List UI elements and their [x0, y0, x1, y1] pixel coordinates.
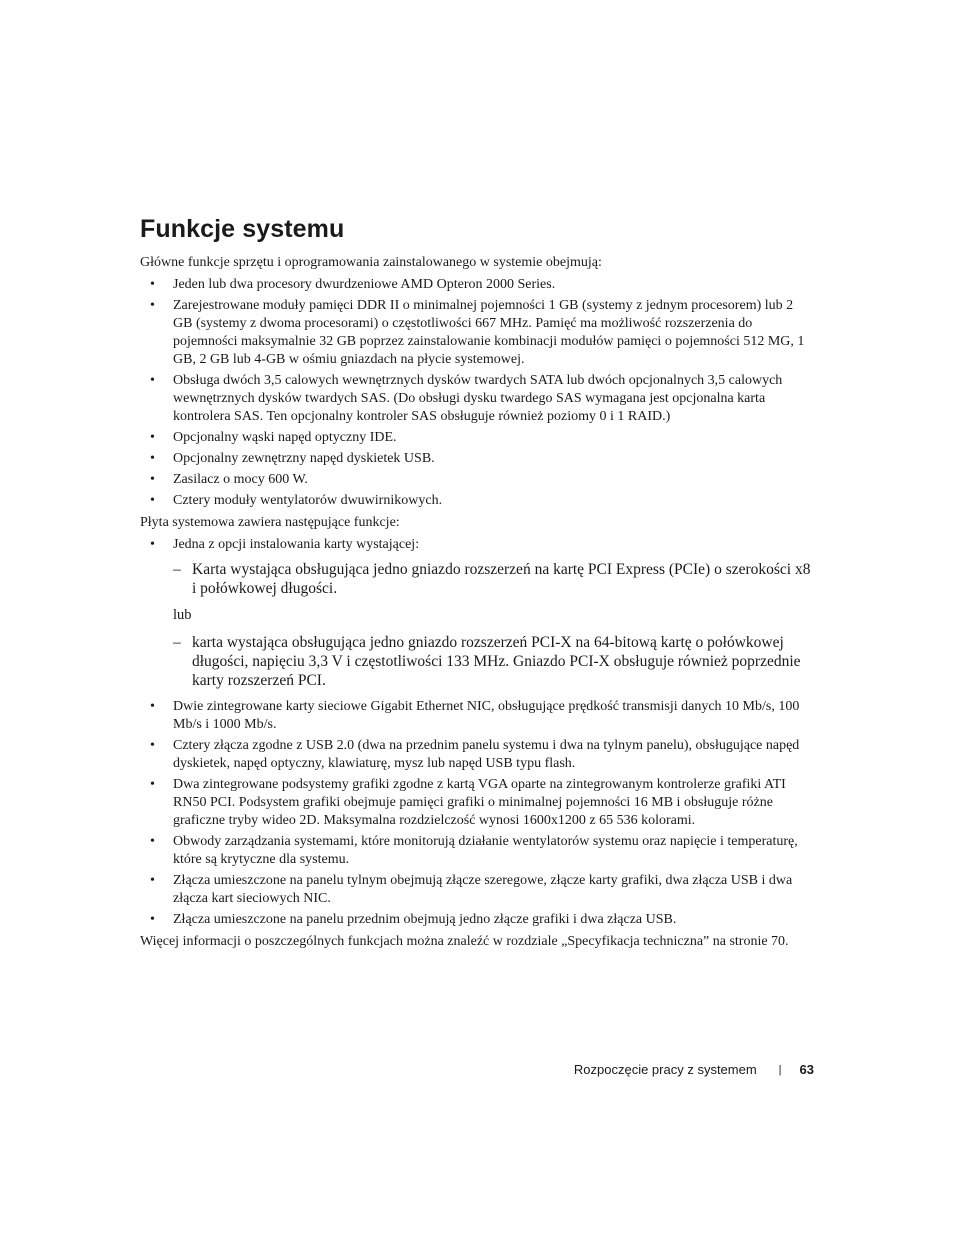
page-title: Funkcje systemu — [140, 215, 345, 243]
list-item-text: Złącza umieszczone na panelu przednim obejmują jedno złącze grafiki i dwa złącza USB. — [173, 912, 677, 927]
bullet-icon: • — [150, 373, 155, 388]
dash-icon: – — [173, 561, 181, 578]
bullet-icon: • — [150, 699, 155, 714]
riser-options — [173, 560, 815, 690]
list-item-text: Jedna z opcji instalowania karty wystającej: — [173, 537, 420, 552]
page-number: 63 — [799, 1062, 814, 1077]
intro-paragraph: Główne funkcje sprzętu i oprogramowania zainstalowanego w systemie obejmują: — [140, 255, 602, 270]
riser-option-pcix — [173, 633, 815, 690]
list-item-text: Opcjonalny zewnętrzny napęd dyskietek USB. — [173, 451, 435, 466]
list-item — [140, 698, 815, 734]
footer-section-title: Rozpoczęcie pracy z systemem — [573, 1062, 757, 1077]
board-features-list — [140, 536, 815, 929]
bullet-icon: • — [150, 738, 155, 753]
list-item — [140, 372, 815, 426]
list-item — [140, 492, 815, 510]
or-separator: lub — [173, 607, 192, 623]
list-item — [140, 737, 815, 773]
page-footer — [574, 1062, 814, 1077]
list-item-text: Cztery złącza zgodne z USB 2.0 (dwa na przednim panelu systemu i dwa na tylnym panelu), obsługujące napęd dyskietek, napęd optyczny, klawiaturę, mysz lub napęd USB typu flash. — [173, 738, 800, 771]
bullet-icon: • — [150, 873, 155, 888]
board-intro-paragraph: Płyta systemowa zawiera następujące funkcje: — [140, 515, 400, 530]
bullet-icon: • — [150, 912, 155, 927]
list-item — [140, 471, 815, 489]
bullet-icon: • — [150, 834, 155, 849]
list-item-text: Opcjonalny wąski napęd optyczny IDE. — [173, 430, 397, 445]
closing-paragraph: Więcej informacji o poszczególnych funkcjach można znaleźć w rozdziale „Specyfikacja techniczna” na stronie 70. — [140, 934, 789, 949]
page-content — [140, 214, 815, 955]
list-item — [140, 429, 815, 447]
list-item-text: Dwie zintegrowane karty sieciowe Gigabit Ethernet NIC, obsługujące prędkość transmisji danych 10 Mb/s, 100 Mb/s i 1000 Mb/s. — [173, 699, 800, 732]
list-item — [140, 276, 815, 294]
list-item-text: Jeden lub dwa procesory dwurdzeniowe AMD Opteron 2000 Series. — [173, 277, 556, 292]
system-features-list — [140, 276, 815, 510]
bullet-icon: • — [150, 430, 155, 445]
list-item-text: Złącza umieszczone na panelu tylnym obejmują złącze szeregowe, złącze karty grafiki, dwa złącza USB i dwa złącza kart sieciowych NIC. — [173, 873, 793, 906]
bullet-icon: • — [150, 298, 155, 313]
list-item — [140, 833, 815, 869]
list-item-text: Zarejestrowane moduły pamięci DDR II o minimalnej pojemności 1 GB (systemy z jednym procesorem) lub 2 GB (systemy z dwoma procesorami) o częstotliwości 667 MHz. Pamięć ma możliwość rozszerzenia do pojemności maksymalnie 32 GB poprzez zainstalowanie kombinacji modułów pamięci o pojemności 512 MG, 1 GB, 2 GB lub 4-GB w ośmiu gniazdach na płycie systemowej. — [173, 298, 805, 367]
riser-option-text: karta wystająca obsługująca jedno gniazdo rozszerzeń PCI-X na 64-bitową kartę o połówkowej długości, napięciu 3,3 V i częstotliwości 133 MHz. Gniazdo PCI-X obsługuje również poprzednie karty rozszerzeń PCI. — [192, 634, 801, 689]
list-item-text: Obwody zarządzania systemami, które monitorują działanie wentylatorów systemu oraz napięcie i temperaturę, które są krytyczne dla systemu. — [173, 834, 798, 867]
list-item — [140, 450, 815, 468]
list-item — [140, 911, 815, 929]
bullet-icon: • — [150, 277, 155, 292]
footer-separator: | — [778, 1063, 782, 1076]
list-item-text: Dwa zintegrowane podsystemy grafiki zgodne z kartą VGA oparte na zintegrowanym kontrolerze grafiki ATI RN50 PCI. Podsystem grafiki obejmuje pamięci grafiki o minimalnej pojemności 16 MB i obsługuje różne graficzne tryby wideo 2D. Maksymalna rozdzielczość wynosi 1600x1200 z 65 536 kolorami. — [173, 777, 786, 828]
riser-option-text: Karta wystająca obsługująca jedno gniazdo rozszerzeń na kartę PCI Express (PCIe) o szerokości x8 i połówkowej długości. — [192, 561, 811, 597]
list-item-text: Zasilacz o mocy 600 W. — [173, 472, 308, 487]
list-item-text: Obsługa dwóch 3,5 calowych wewnętrznych dysków twardych SATA lub dwóch opcjonalnych 3,5 calowych wewnętrznych dysków twardych SAS. (Do obsługi dysku twardego SAS wymagana jest opcjonalna karta kontrolera SAS. Ten opcjonalny kontroler SAS obsługuje również poziomy 0 i 1 RAID.) — [173, 373, 783, 424]
bullet-icon: • — [150, 451, 155, 466]
bullet-icon: • — [150, 537, 155, 552]
list-item-text: Cztery moduły wentylatorów dwuwirnikowych. — [173, 493, 443, 508]
list-item — [140, 297, 815, 369]
list-item — [140, 776, 815, 830]
list-item — [140, 872, 815, 908]
bullet-icon: • — [150, 777, 155, 792]
riser-option-pcie — [173, 560, 815, 598]
bullet-icon: • — [150, 472, 155, 487]
list-item-riser — [140, 536, 815, 690]
bullet-icon: • — [150, 493, 155, 508]
dash-icon: – — [173, 634, 181, 651]
